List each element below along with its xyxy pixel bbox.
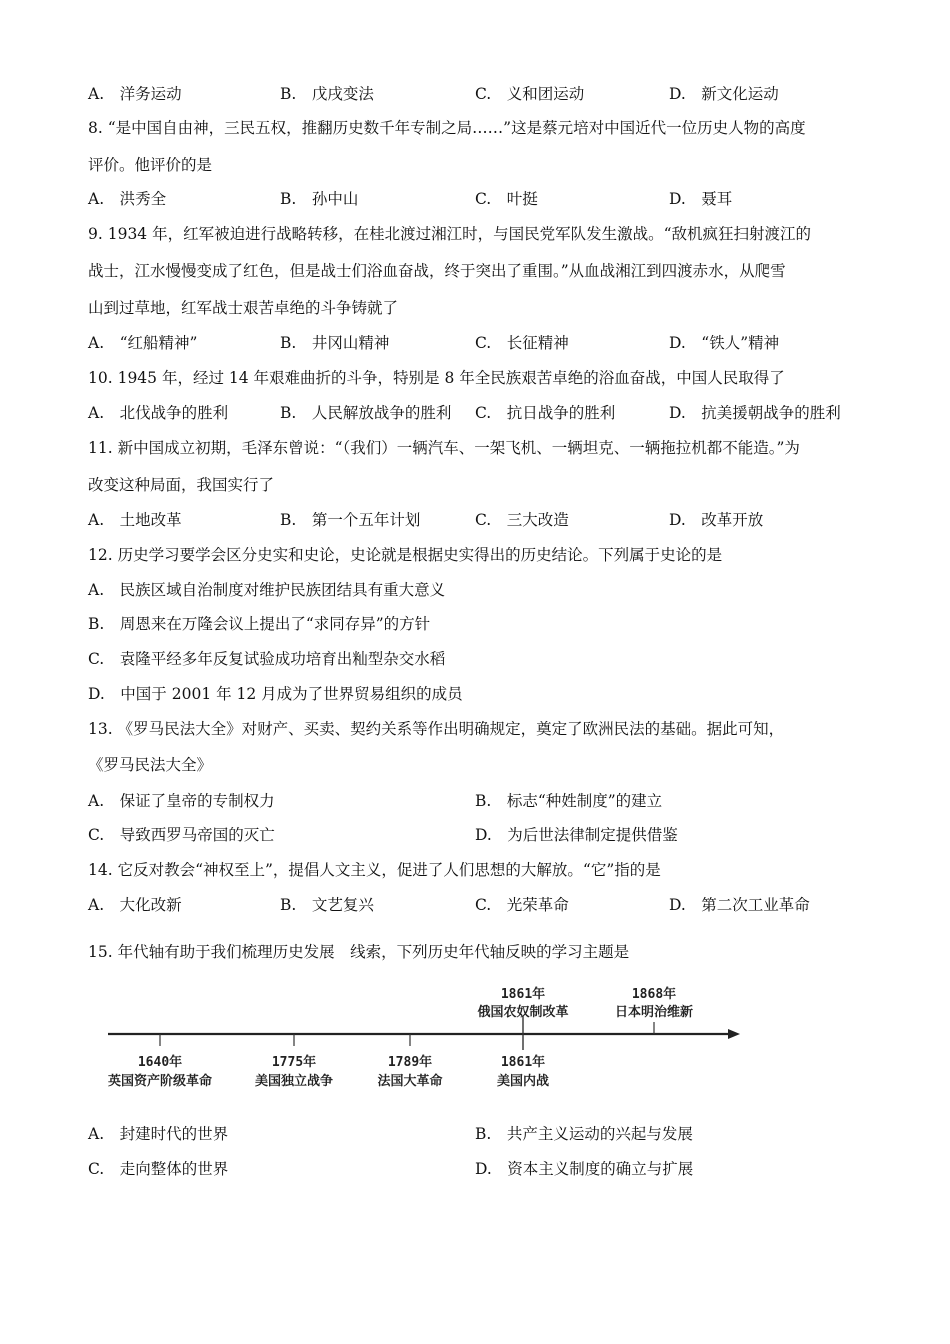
q9-option-d: D. “铁人”精神 [669,334,780,352]
q10-option-c: C. 抗日战争的胜利 [475,404,616,422]
timeline-above-year: 1868年 [631,987,677,1002]
q13-option-a: A. 保证了皇帝的专制权力 [88,792,275,810]
q13-option-d: D. 为后世法律制定提供借鉴 [475,826,678,844]
q12-option-a: A. 民族区域自治制度对维护民族团结具有重大意义 [88,581,446,599]
q13-option-b: B. 标志“种姓制度”的建立 [475,792,663,810]
q11-stem-line2: 改变这种局面，我国实行了 [88,476,275,494]
timeline-below-event: 法国大革命 [377,1074,443,1089]
q12-option-c: C. 袁隆平经多年反复试验成功培育出籼型杂交水稻 [88,650,446,668]
q8-option-b: B. 孙中山 [280,190,359,208]
timeline-diagram [80,978,750,1098]
q11-stem-line1: 11. 新中国成立初期，毛泽东曾说：“（我们）一辆汽车、一架飞机、一辆坦克、一辆拖拉机都不能造。”为 [88,439,800,457]
q8-option-d: D. 聂耳 [669,190,733,208]
q13-stem-line2: 《罗马民法大全》 [88,756,213,774]
timeline-below-event: 美国内战 [496,1074,550,1089]
q7-option-c: C. 义和团运动 [475,85,585,103]
q9-stem-line3: 山到过草地，红军战士艰苦卓绝的斗争铸就了 [88,299,399,317]
q8-option-c: C. 叶挺 [475,190,538,208]
q15-option-b: B. 共产主义运动的兴起与发展 [475,1125,693,1143]
q8-stem-line1: 8. “是中国自由神，三民五权，推翻历史数千年专制之局……”这是蔡元培对中国近代一位历史人物的高度 [88,119,806,137]
q15-stem-line1: 15. 年代轴有助于我们梳理历史发展 线索，下列历史年代轴反映的学习主题是 [88,943,630,961]
q9-stem-line2: 战士，江水慢慢变成了红色，但是战士们浴血奋战，终于突出了重围。”从血战湘江到四渡赤水，从爬雪 [88,262,786,280]
q9-option-a: A. “红船精神” [88,334,198,352]
q15-option-d: D. 资本主义制度的确立与扩展 [475,1160,694,1178]
q11-option-d: D. 改革开放 [669,511,764,529]
q10-option-d: D. 抗美援朝战争的胜利 [669,404,841,422]
timeline-below-year: 1775年 [271,1055,317,1070]
timeline-above-event: 日本明治维新 [614,1005,694,1020]
q8-option-a: A. 洪秀全 [88,190,167,208]
q11-option-b: B. 第一个五年计划 [280,511,421,529]
q9-option-b: B. 井冈山精神 [280,334,390,352]
q14-option-a: A. 大化改新 [88,896,182,914]
q14-stem-line1: 14. 它反对教会“神权至上”，提倡人文主义，促进了人们思想的大解放。“它”指的是 [88,861,661,879]
q15-option-c: C. 走向整体的世界 [88,1160,229,1178]
timeline-below-year: 1861年 [500,1055,546,1070]
q12-stem-line1: 12. 历史学习要学会区分史实和史论，史论就是根据史实得出的历史结论。下列属于史论的是 [88,546,723,564]
q9-stem-line1: 9. 1934 年，红军被迫进行战略转移，在桂北渡过湘江时，与国民党军队发生激战。“敌机疯狂扫射渡江的 [88,225,812,243]
q11-option-c: C. 三大改造 [475,511,569,529]
q15-option-a: A. 封建时代的世界 [88,1125,229,1143]
q7-option-d: D. 新文化运动 [669,85,779,103]
q14-option-c: C. 光荣革命 [475,896,569,914]
q7-option-a: A. 洋务运动 [88,85,182,103]
timeline-above-year: 1861年 [500,987,546,1002]
q10-option-b: B. 人民解放战争的胜利 [280,404,452,422]
timeline-below-year: 1640年 [137,1055,183,1070]
q14-option-b: B. 文艺复兴 [280,896,374,914]
q13-stem-line1: 13. 《罗马民法大全》对财产、买卖、契约关系等作出明确规定，奠定了欧洲民法的基础。据此可知， [88,720,785,738]
q8-stem-line2: 评价。他评价的是 [88,156,213,174]
q11-option-a: A. 土地改革 [88,511,182,529]
timeline-below-year: 1789年 [387,1055,433,1070]
timeline-arrow-icon [728,1029,740,1039]
q10-option-a: A. 北伐战争的胜利 [88,404,229,422]
timeline-above-event: 俄国农奴制改革 [477,1005,569,1020]
q12-option-d: D. 中国于 2001 年 12 月成为了世界贸易组织的成员 [88,685,463,703]
q13-option-c: C. 导致西罗马帝国的灭亡 [88,826,275,844]
q10-stem-line1: 10. 1945 年，经过 14 年艰难曲折的斗争，特别是 8 年全民族艰苦卓绝的浴血奋战，中国人民取得了 [88,369,785,387]
q14-option-d: D. 第二次工业革命 [669,896,810,914]
q12-option-b: B. 周恩来在万隆会议上提出了“求同存异”的方针 [88,615,431,633]
q9-option-c: C. 长征精神 [475,334,569,352]
q7-option-b: B. 戊戌变法 [280,85,374,103]
timeline-below-event: 美国独立战争 [254,1074,334,1089]
timeline-below-event: 英国资产阶级革命 [107,1074,213,1089]
